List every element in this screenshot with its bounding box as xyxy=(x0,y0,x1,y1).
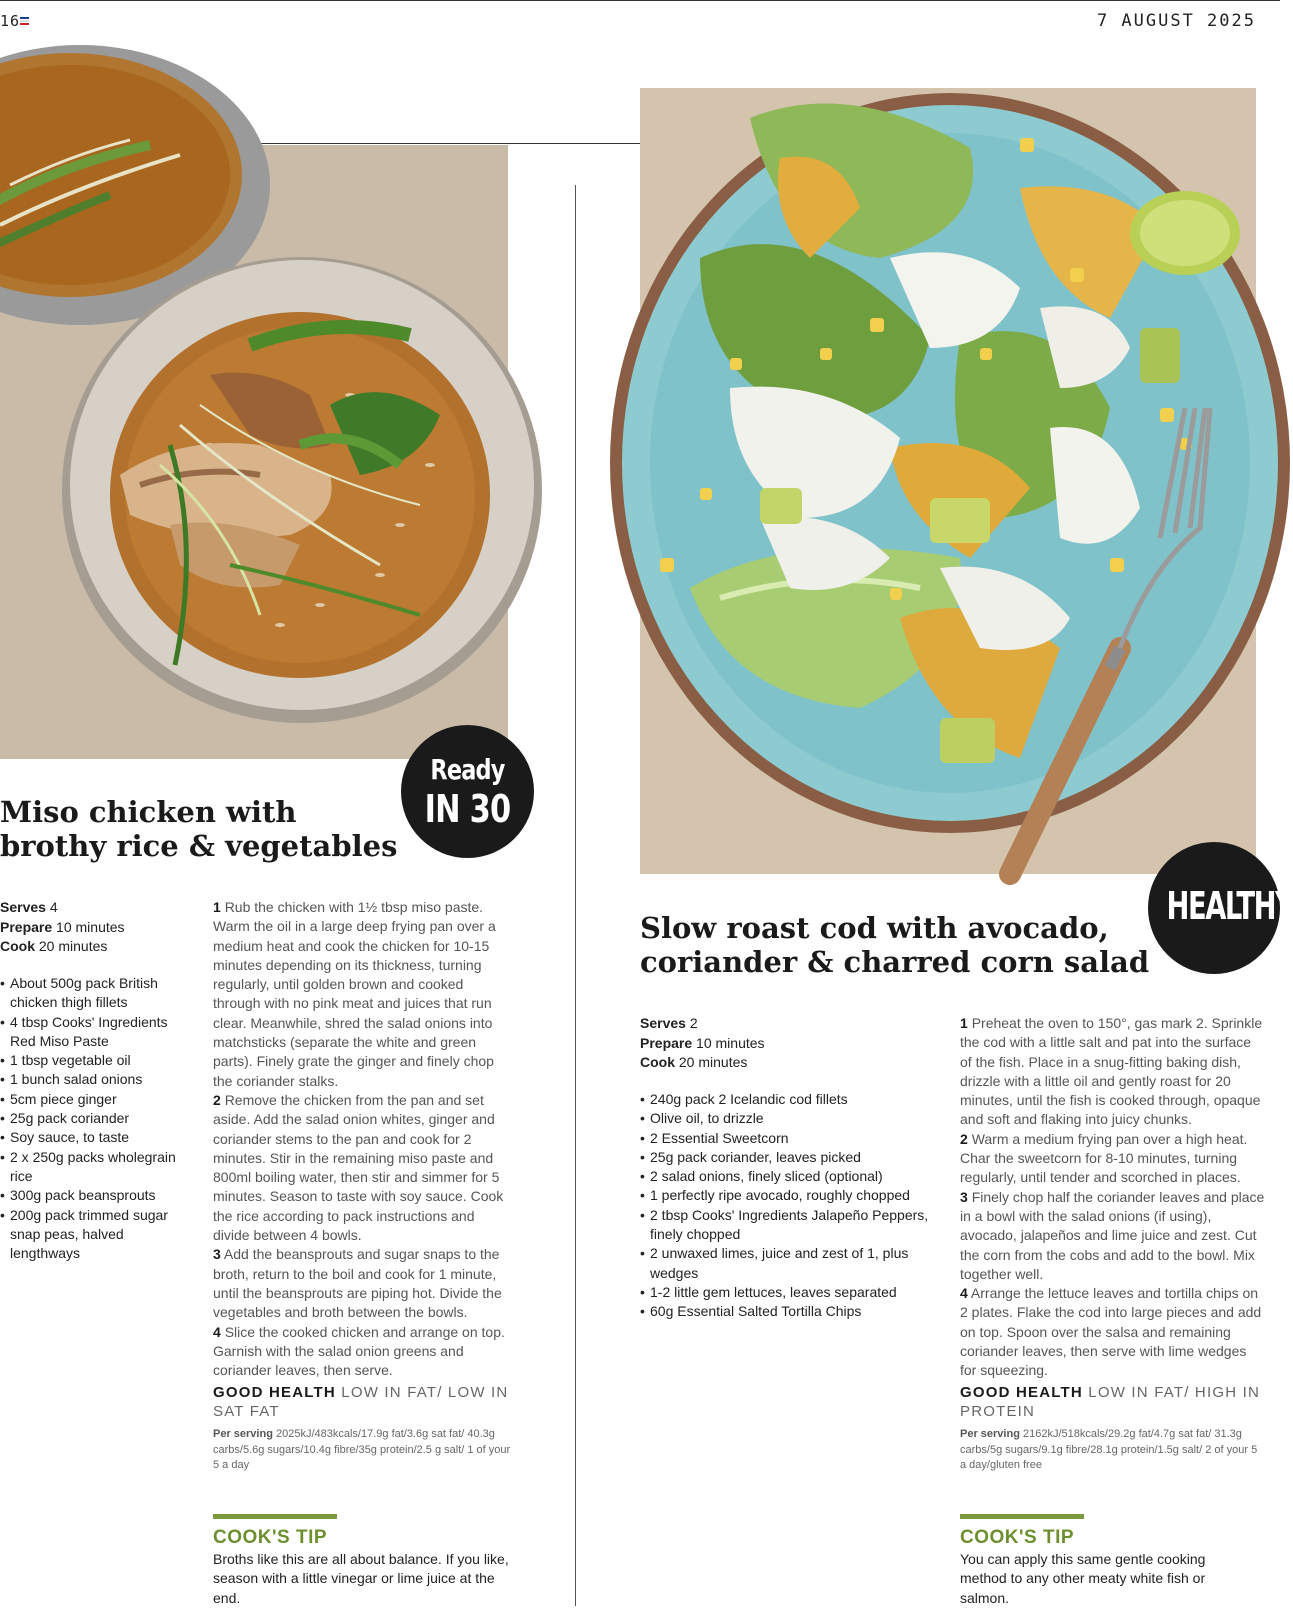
ingredient-item: • 240g pack 2 Icelandic cod fillets xyxy=(640,1090,940,1109)
ingredient-item: • 2 unwaxed limes, juice and zest of 1, plus wedges xyxy=(640,1244,940,1283)
page-date: 7 AUGUST 2025 xyxy=(1096,11,1256,31)
ingredient-item: • 1-2 little gem lettuces, leaves separated xyxy=(640,1283,940,1302)
ingredient-item: • 2 Essential Sweetcorn xyxy=(640,1129,940,1148)
serves-label: Serves xyxy=(0,899,46,915)
flag-icon xyxy=(20,17,29,25)
prepare-value: 10 minutes xyxy=(56,918,125,935)
step-text: Rub the chicken with 1½ tbsp miso paste. Warm the oil in a large deep frying pan over a medium heat and cook the chicken for 10-15 minutes depending on its thickness, turning regularly, until golden brown and cooked through with no pink meat and juices that run clear. Meanwhile, shred the salad onions into matchsticks (separate the white and green parts). Finely grate the ginger and finely chop the coriander stalks. xyxy=(213,899,496,1089)
cook-value: 20 minutes xyxy=(678,1054,748,1070)
step-text: Finely chop half the coriander leaves and place in a bowl with the salad onions (if using), avocado, jalapeños and lime juice and zest. Cut the corn from the cobs and add to the bowl. Mix together well. xyxy=(960,1188,1265,1282)
health-label: GOOD HEALTH xyxy=(960,1384,1083,1401)
method-step xyxy=(213,1245,513,1322)
recipe1-title: Miso chicken with brothy rice & vegetables xyxy=(0,795,398,863)
badge-line-1: Ready xyxy=(430,753,505,786)
step-number: 3 xyxy=(213,1246,221,1263)
serves-line xyxy=(0,898,125,918)
column-divider xyxy=(575,185,576,1606)
ingredient-item: • 2 tbsp Cooks' Ingredients Jalapeño Peppers, finely chopped xyxy=(640,1206,940,1245)
ingredient-item: • 1 perfectly ripe avocado, roughly chopped xyxy=(640,1186,940,1205)
prepare-line xyxy=(640,1034,765,1054)
recipe2-method xyxy=(960,1014,1265,1381)
ingredient-item: • 2 salad onions, finely sliced (optional) xyxy=(640,1167,940,1186)
ingredient-item: • Soy sauce, to taste xyxy=(0,1128,190,1147)
healthy-badge xyxy=(1148,842,1293,974)
ingredient-item: • 1 tbsp vegetable oil xyxy=(0,1051,190,1070)
page-number: 16 xyxy=(0,12,21,30)
recipe2-meta xyxy=(640,1014,765,1073)
ready-in-30-badge xyxy=(401,725,534,858)
method-step xyxy=(960,1014,1265,1130)
method-step xyxy=(960,1284,1265,1380)
serves-label: Serves xyxy=(640,1015,686,1031)
serves-line xyxy=(640,1014,765,1034)
serves-value: 2 xyxy=(689,1015,698,1031)
method-step xyxy=(960,1130,1265,1188)
cook-label: Cook xyxy=(640,1054,675,1070)
miso-chicken-photo xyxy=(0,145,508,759)
method-step xyxy=(960,1188,1265,1284)
recipe2-health xyxy=(960,1383,1260,1421)
step-text: Arrange the lettuce leaves and tortilla chips on 2 plates. Flake the cod into large pieces and add on top. Spoon over the salsa and remaining coriander leaves, then serve with lime wedges for squeezing. xyxy=(960,1285,1262,1379)
recipe2-nutrition xyxy=(960,1427,1260,1474)
method-step xyxy=(213,1323,513,1381)
ingredient-item: • 25g pack coriander, leaves picked xyxy=(640,1148,940,1167)
recipe1-nutrition xyxy=(213,1427,513,1474)
ingredient-item: • 2 x 250g packs wholegrain rice xyxy=(0,1148,190,1187)
ingredient-item: • Olive oil, to drizzle xyxy=(640,1109,940,1128)
step-number: 4 xyxy=(960,1285,968,1302)
prepare-value: 10 minutes xyxy=(696,1034,765,1051)
health-text: LOW IN FAT/ HIGH IN PROTEIN xyxy=(960,1384,1260,1420)
badge-label: HEALTHY xyxy=(1166,884,1293,928)
serving-label: Per serving xyxy=(213,1428,273,1440)
ingredient-item: • 1 bunch salad onions xyxy=(0,1070,190,1089)
serves-value: 4 xyxy=(49,899,58,915)
prepare-line xyxy=(0,918,125,938)
step-text: Add the beansprouts and sugar snaps to the broth, return to the boil and cook for 1 minute, until the beansprouts are piping hot. Divide the vegetables and broth between the bowls. xyxy=(213,1246,502,1321)
prepare-label: Prepare xyxy=(0,918,53,935)
step-number: 2 xyxy=(213,1091,221,1108)
recipe1-health xyxy=(213,1383,513,1421)
step-number: 4 xyxy=(213,1323,221,1340)
serving-label: Per serving xyxy=(960,1428,1020,1440)
cook-label: Cook xyxy=(0,938,35,954)
recipe1-ingredients xyxy=(0,974,190,1263)
serving-text: 2025kJ/483kcals/17.9g fat/3.6g sat fat/ 40.3g carbs/5.6g sugars/10.4g fibre/35g protein/2.5 g salt/ 1 of your 5 a day xyxy=(213,1428,511,1471)
tip-accent-bar xyxy=(213,1514,337,1519)
recipe2-tip-text: You can apply this same gentle cooking method to any other meaty white fish or salmon. xyxy=(960,1551,1206,1606)
prepare-label: Prepare xyxy=(640,1034,693,1051)
step-number: 3 xyxy=(960,1188,968,1205)
health-text: LOW IN FAT/ LOW IN SAT FAT xyxy=(213,1384,509,1420)
ingredient-item: • About 500g pack British chicken thigh fillets xyxy=(0,974,190,1013)
header-rule xyxy=(0,0,1280,1)
recipe2-ingredients xyxy=(640,1090,940,1322)
step-text: Warm a medium frying pan over a high heat. Char the sweetcorn for 8-10 minutes, turning regularly, until tender and scorched in places. xyxy=(960,1130,1248,1186)
method-step xyxy=(213,898,513,1091)
recipe1-meta xyxy=(0,898,125,957)
ingredient-item: • 25g pack coriander xyxy=(0,1109,190,1128)
step-number: 1 xyxy=(960,1015,968,1031)
step-text: Remove the chicken from the pan and set aside. Add the salad onion whites, ginger and coriander stems to the pan and cook for 2 minutes. Stir in the remaining miso paste and 800ml boiling water, then stir and simmer for 5 minutes. Season to taste with soy sauce. Cook the rice according to pack instructions and divide between 4 bowls. xyxy=(213,1091,504,1244)
serving-text: 2162kJ/518kcals/29.2g fat/4.7g sat fat/ 31.3g carbs/5g sugars/9.1g fibre/28.1g protein/1.5g salt/ 2 of your 5 a day/gluten free xyxy=(960,1428,1258,1471)
recipe1-tip-title: COOK'S TIP xyxy=(213,1527,328,1548)
ingredient-item: • 60g Essential Salted Tortilla Chips xyxy=(640,1302,940,1321)
step-number: 2 xyxy=(960,1130,968,1147)
step-text: Slice the cooked chicken and arrange on top. Garnish with the salad onion greens and coriander leaves, then serve. xyxy=(213,1323,505,1379)
badge-line-2: IN 30 xyxy=(424,787,511,831)
step-text: Preheat the oven to 150°, gas mark 2. Sprinkle the cod with a little salt and pat into the surface of the fish. Place in a snug-fitting baking dish, drizzle with a little oil and gently roast for 20 minutes, until the fish is cooked through, opaque and soft and flaking into juicy chunks. xyxy=(960,1015,1263,1128)
step-number: 1 xyxy=(213,899,221,915)
ingredient-item: • 5cm piece ginger xyxy=(0,1090,190,1109)
ingredient-item: • 200g pack trimmed sugar snap peas, halved lengthways xyxy=(0,1206,190,1264)
recipe1-tip-text: Broths like this are all about balance. If you like, season with a little vinegar or lime juice at the end. xyxy=(213,1551,509,1606)
health-label: GOOD HEALTH xyxy=(213,1384,336,1401)
recipe2-tip-title: COOK'S TIP xyxy=(960,1527,1075,1548)
ingredient-item: • 300g pack beansprouts xyxy=(0,1186,190,1205)
cook-value: 20 minutes xyxy=(38,938,108,954)
tip-accent-bar xyxy=(960,1514,1084,1519)
cook-line xyxy=(640,1053,765,1073)
recipe1-method xyxy=(213,898,513,1380)
recipe2-title: Slow roast cod with avocado, coriander & charred corn salad xyxy=(640,911,1150,979)
cod-salad-photo xyxy=(640,88,1256,874)
ingredient-item: • 4 tbsp Cooks' Ingredients Red Miso Paste xyxy=(0,1013,190,1052)
method-step xyxy=(213,1091,513,1245)
cook-line xyxy=(0,937,125,957)
